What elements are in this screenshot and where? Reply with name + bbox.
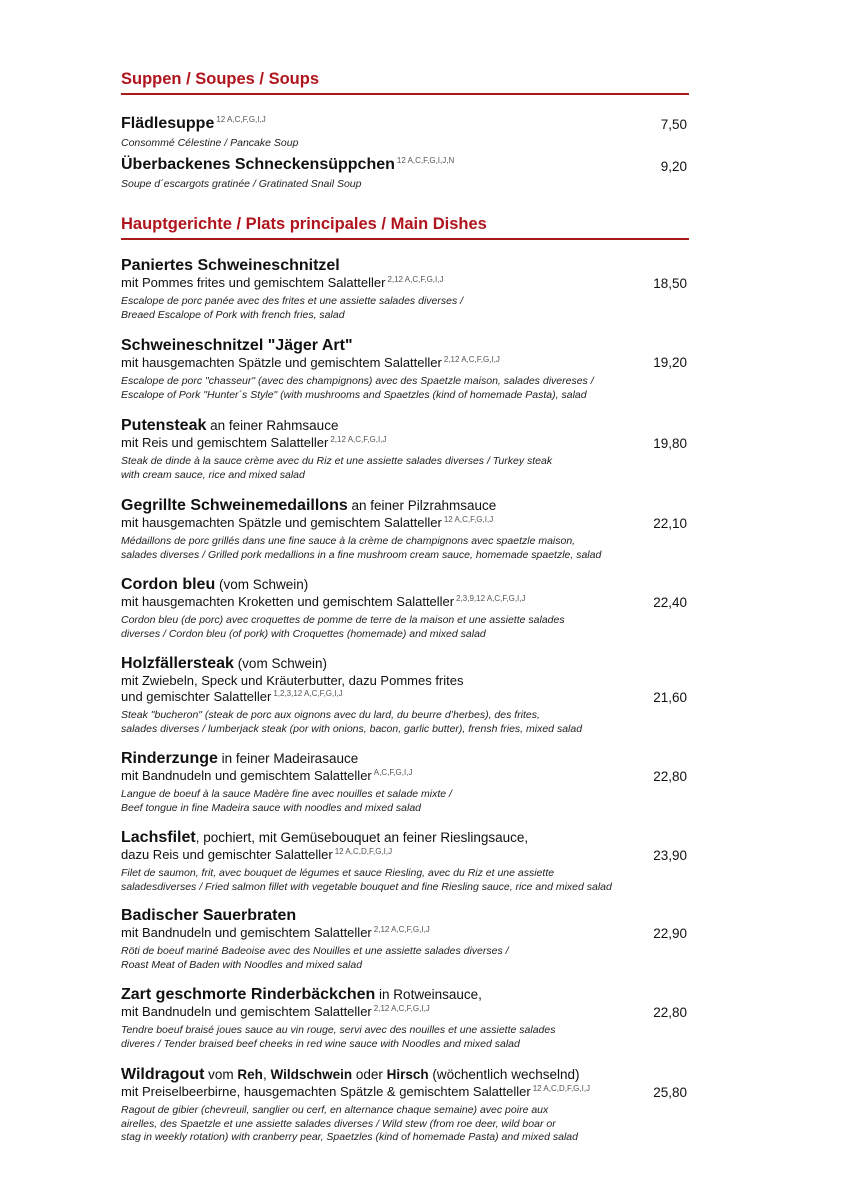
menu-item-jaeger-schnitzel <box>121 336 689 402</box>
dish-side: mit hausgemachten Spätzle und gemischtem Salatteller <box>121 515 442 530</box>
allergen-codes: 12 A,C,D,F,G,I,J <box>334 846 393 856</box>
dish-name: Wildragout <box>121 1066 205 1083</box>
allergen-codes: 12 A,C,F,G,I,J,N <box>396 155 455 165</box>
dish-name: Rinderzunge <box>121 750 218 767</box>
allergen-codes: 2,12 A,C,F,G,I,J <box>373 924 430 934</box>
allergen-codes: 2,12 A,C,F,G,I,J <box>387 274 444 284</box>
dish-name-extra: , pochiert, mit Gemüsebouquet an feiner Rieslingsauce, <box>195 830 529 845</box>
dish-name-extra: oder <box>352 1067 387 1082</box>
dish-name-extra: (wöchentlich wechselnd) <box>428 1067 580 1082</box>
dish-description: airelles, des Spaetzle et une assiette salades diverses / Wild stew (from roe deer, wild boar or <box>121 1117 556 1130</box>
dish-description: Consommé Célestine / Pancake Soup <box>121 137 299 149</box>
game-hirsch: Hirsch <box>386 1067 429 1082</box>
price: 22,80 <box>653 769 687 784</box>
dish-side: mit Reis und gemischtem Salatteller <box>121 435 329 450</box>
price: 19,20 <box>653 355 687 370</box>
dish-description: salades diverses / lumberjack steak (por with onions, bacon, garlic butter), frensh fries, mixed salad <box>121 722 583 735</box>
dish-description: with cream sauce, rice and mixed salad <box>121 468 305 481</box>
section-title: Suppen / Soupes / Soups <box>121 69 689 95</box>
dish-side: mit Bandnudeln und gemischtem Salatteller <box>121 925 372 940</box>
dish-description: Cordon bleu (de porc) avec croquettes de pomme de terre de la maison et une assiette salades <box>121 614 565 626</box>
menu-item-wildragout <box>121 1065 689 1145</box>
dish-name-extra: (vom Schwein) <box>233 656 327 671</box>
dish-description: Escalope of Pork "Hunter´s Style" (with mushrooms and Spaetzles (kind of homemade Pasta), salad <box>121 388 587 401</box>
allergen-codes: 1,2,3,12 A,C,F,G,I,J <box>273 688 343 698</box>
allergen-codes: 2,3,9,12 A,C,F,G,I,J <box>456 593 526 603</box>
price: 9,20 <box>660 159 687 174</box>
section-soups <box>121 69 689 95</box>
dish-side: dazu Reis und gemischter Salatteller <box>121 847 333 862</box>
dish-name: Badischer Sauerbraten <box>121 907 297 924</box>
dish-name-extra: an feiner Pilzrahmsauce <box>347 498 497 513</box>
dish-description: Médaillons de porc grillés dans une fine sauce à la crème de champignons avec spaetzle maison, <box>121 535 576 547</box>
menu-item-schweinemedaillons <box>121 496 689 562</box>
dish-side: mit hausgemachten Kroketten und gemischtem Salatteller <box>121 594 455 609</box>
dish-side: mit Pommes frites und gemischtem Salatteller <box>121 275 386 290</box>
menu-item-putensteak <box>121 416 689 482</box>
price: 21,60 <box>653 690 687 705</box>
dish-side: mit Bandnudeln und gemischtem Salatteller <box>121 1004 372 1019</box>
menu-item-rinderzunge <box>121 749 689 815</box>
dish-name: Überbackenes Schneckensüppchen <box>121 156 395 173</box>
dish-name: Putensteak <box>121 417 207 434</box>
price: 18,50 <box>653 276 687 291</box>
game-reh: Reh <box>237 1067 263 1082</box>
dish-description: Beef tongue in fine Madeira sauce with noodles and mixed salad <box>121 801 422 814</box>
menu-item-holzfaellersteak <box>121 654 689 736</box>
dish-side: mit Bandnudeln und gemischtem Salatteller <box>121 768 372 783</box>
allergen-codes: 2,12 A,C,F,G,I,J <box>330 434 387 444</box>
allergen-codes: 2,12 A,C,F,G,I,J <box>373 1003 430 1013</box>
allergen-codes: 12 A,C,F,G,I,J <box>443 514 494 524</box>
allergen-codes: 12 A,C,D,F,G,I,J <box>532 1083 591 1093</box>
price: 22,10 <box>653 516 687 531</box>
price: 22,80 <box>653 1005 687 1020</box>
dish-name-extra: (vom Schwein) <box>215 577 309 592</box>
allergen-codes: 12 A,C,F,G,I,J <box>216 114 266 124</box>
dish-description: Röti de boeuf mariné Badeoise avec des Nouilles et une assiette salades diverses / <box>121 945 509 957</box>
dish-side: mit Zwiebeln, Speck und Kräuterbutter, dazu Pommes frites <box>121 673 464 688</box>
dish-side: und gemischter Salatteller <box>121 689 272 704</box>
dish-name: Lachsfilet <box>121 829 196 846</box>
dish-description: Steak de dinde à la sauce crème avec du Riz et une assiette salades diverses / Turkey steak <box>121 455 553 467</box>
dish-name: Zart geschmorte Rinderbäckchen <box>121 986 376 1003</box>
dish-name-extra: , <box>262 1067 271 1082</box>
dish-side: mit hausgemachten Spätzle und gemischtem Salatteller <box>121 355 442 370</box>
menu-item-schneckensueppchen <box>121 155 689 192</box>
menu-item-sauerbraten <box>121 906 689 972</box>
price: 25,80 <box>653 1085 687 1100</box>
dish-name-extra: in feiner Madeirasauce <box>217 751 359 766</box>
menu-item-flaedlesuppe <box>121 114 689 151</box>
price: 7,50 <box>660 117 687 132</box>
dish-name: Gegrillte Schweinemedaillons <box>121 497 348 514</box>
game-wildschwein: Wildschwein <box>270 1067 353 1082</box>
dish-description: Steak "bucheron" (steak de porc aux oignons avec du lard, du beurre d’herbes), des frites, <box>121 709 540 721</box>
dish-name: Flädlesuppe <box>121 115 215 132</box>
dish-name-extra: an feiner Rahmsauce <box>206 418 339 433</box>
dish-description: Roast Meat of Baden with Noodles and mixed salad <box>121 958 363 971</box>
section-title: Hauptgerichte / Plats principales / Main Dishes <box>121 214 689 240</box>
menu-item-schweineschnitzel <box>121 256 689 322</box>
dish-side: mit Preiselbeerbirne, hausgemachten Spätzle & gemischtem Salatteller <box>121 1084 531 1099</box>
dish-description: Escalope de porc "chasseur" (avec des champignons) avec des Spaetzle maison, salades divereses / <box>121 375 594 387</box>
dish-description: Filet de saumon, frit, avec bouquet de légumes et sauce Riesling, avec du Riz et une assiette <box>121 867 555 879</box>
allergen-codes: 2,12 A,C,F,G,I,J <box>443 354 500 364</box>
dish-name: Holzfällersteak <box>121 655 234 672</box>
dish-description: Breaed Escalope of Pork with french fries, salad <box>121 308 345 321</box>
menu-item-lachsfilet <box>121 828 689 894</box>
price: 22,40 <box>653 595 687 610</box>
dish-name: Paniertes Schweineschnitzel <box>121 257 340 274</box>
dish-description: stag in weekly rotation) with cranberry pear, Spaetzles (kind of homemade Pasta) and mixed salad <box>121 1131 578 1143</box>
section-main-dishes <box>121 214 689 240</box>
dish-name: Schweineschnitzel "Jäger Art" <box>121 337 353 354</box>
dish-description: salades diverses / Grilled pork medallions in a fine mushroom cream sauce, homemade spaetzle, salad <box>121 548 602 561</box>
menu-item-cordon-bleu <box>121 575 689 641</box>
dish-description: Ragout de gibier (chevreuil, sanglier ou cerf, en alternance chaque semaine) avec poire aux <box>121 1104 549 1116</box>
dish-description: Escalope de porc panée avec des frites et une assiette salades diverses / <box>121 295 464 307</box>
dish-description: saladesdiverses / Fried salmon fillet with vegetable bouquet and fine Riesling sauce, rice and mixed salad <box>121 880 612 893</box>
dish-description: diverses / Cordon bleu (of pork) with Croquettes (homemade) and mixed salad <box>121 627 486 640</box>
dish-name-extra: in Rotweinsauce, <box>375 987 482 1002</box>
menu-item-rinderbaeckchen <box>121 985 689 1051</box>
dish-description: diveres / Tender braised beef cheeks in red wine sauce with Noodles and mixed salad <box>121 1037 520 1050</box>
dish-description: Tendre boeuf braisé joues sauce au vin rouge, servi avec des nouilles et une assiette salades <box>121 1024 556 1036</box>
price: 22,90 <box>653 926 687 941</box>
price: 23,90 <box>653 848 687 863</box>
price: 19,80 <box>653 436 687 451</box>
allergen-codes: A,C,F,G,I,J <box>373 767 413 777</box>
dish-name: Cordon bleu <box>121 576 216 593</box>
dish-description: Soupe d´escargots gratinée / Gratinated Snail Soup <box>121 178 362 190</box>
dish-description: Langue de boeuf à la sauce Madère fine avec nouilles et salade mixte / <box>121 788 452 800</box>
dish-name-extra: vom <box>204 1067 238 1082</box>
